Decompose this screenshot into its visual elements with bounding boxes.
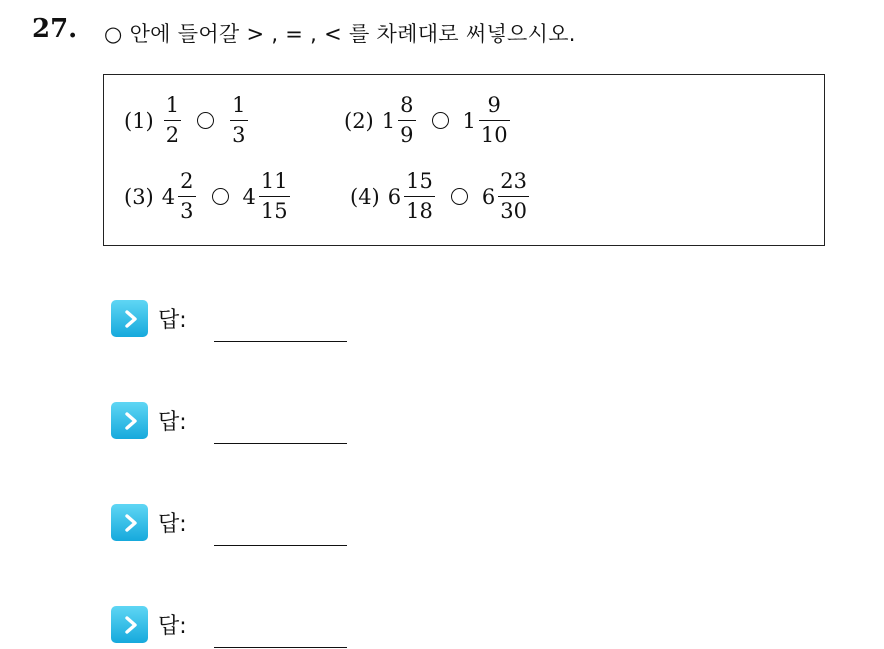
answer-label: 답: bbox=[158, 410, 187, 435]
chevron-right-icon bbox=[111, 402, 148, 439]
item-label: (3) bbox=[124, 184, 154, 209]
answer-row-1 bbox=[111, 300, 187, 337]
chevron-right-icon bbox=[111, 606, 148, 643]
whole-number: 4 bbox=[242, 184, 256, 209]
problem-item-4 bbox=[350, 171, 531, 222]
problem-item-3 bbox=[124, 171, 292, 222]
answer-blank-circle[interactable] bbox=[212, 188, 229, 205]
whole-number: 1 bbox=[381, 108, 396, 133]
chevron-right-icon bbox=[111, 300, 148, 337]
answer-input-line-1[interactable] bbox=[214, 341, 347, 342]
answer-label: 답: bbox=[158, 512, 187, 537]
answer-label: 답: bbox=[158, 308, 187, 333]
item-label: (4) bbox=[350, 184, 380, 209]
item-label: (2) bbox=[344, 108, 374, 133]
whole-number: 4 bbox=[161, 184, 176, 209]
fraction-right: $\frac{11}{15}$ bbox=[260, 169, 288, 223]
item-label: (1) bbox=[124, 108, 154, 133]
fraction-left: $\frac{15}{18}$ bbox=[406, 169, 433, 223]
fraction-right: $\frac{1}{3}$ bbox=[232, 93, 246, 147]
problem-item-2 bbox=[344, 95, 512, 146]
fraction-left: $\frac{8}{9}$ bbox=[400, 93, 414, 147]
fraction-right: $\frac{23}{30}$ bbox=[500, 169, 527, 223]
question-number: 27. bbox=[32, 14, 78, 44]
answer-input-line-3[interactable] bbox=[214, 545, 347, 546]
whole-number: 1 bbox=[462, 108, 476, 133]
whole-number: 6 bbox=[387, 184, 402, 209]
fraction-left: $\frac{1}{2}$ bbox=[165, 93, 180, 147]
answer-blank-circle[interactable] bbox=[197, 112, 214, 129]
answer-label: 답: bbox=[158, 614, 187, 639]
whole-number: 6 bbox=[481, 184, 496, 209]
problem-box bbox=[103, 74, 825, 246]
answer-row-2 bbox=[111, 402, 187, 439]
question-text: ○ 안에 들어갈 > , = , < 를 차례대로 써넣으시오. bbox=[104, 22, 576, 46]
problem-item-1 bbox=[124, 95, 250, 146]
fraction-right: $\frac{9}{10}$ bbox=[480, 93, 508, 147]
fraction-left: $\frac{2}{3}$ bbox=[180, 169, 194, 223]
answer-row-4 bbox=[111, 606, 187, 643]
chevron-right-icon bbox=[111, 504, 148, 541]
answer-blank-circle[interactable] bbox=[451, 188, 468, 205]
answer-input-line-2[interactable] bbox=[214, 443, 347, 444]
answer-blank-circle[interactable] bbox=[432, 112, 449, 129]
answer-input-line-4[interactable] bbox=[214, 647, 347, 648]
answer-row-3 bbox=[111, 504, 187, 541]
